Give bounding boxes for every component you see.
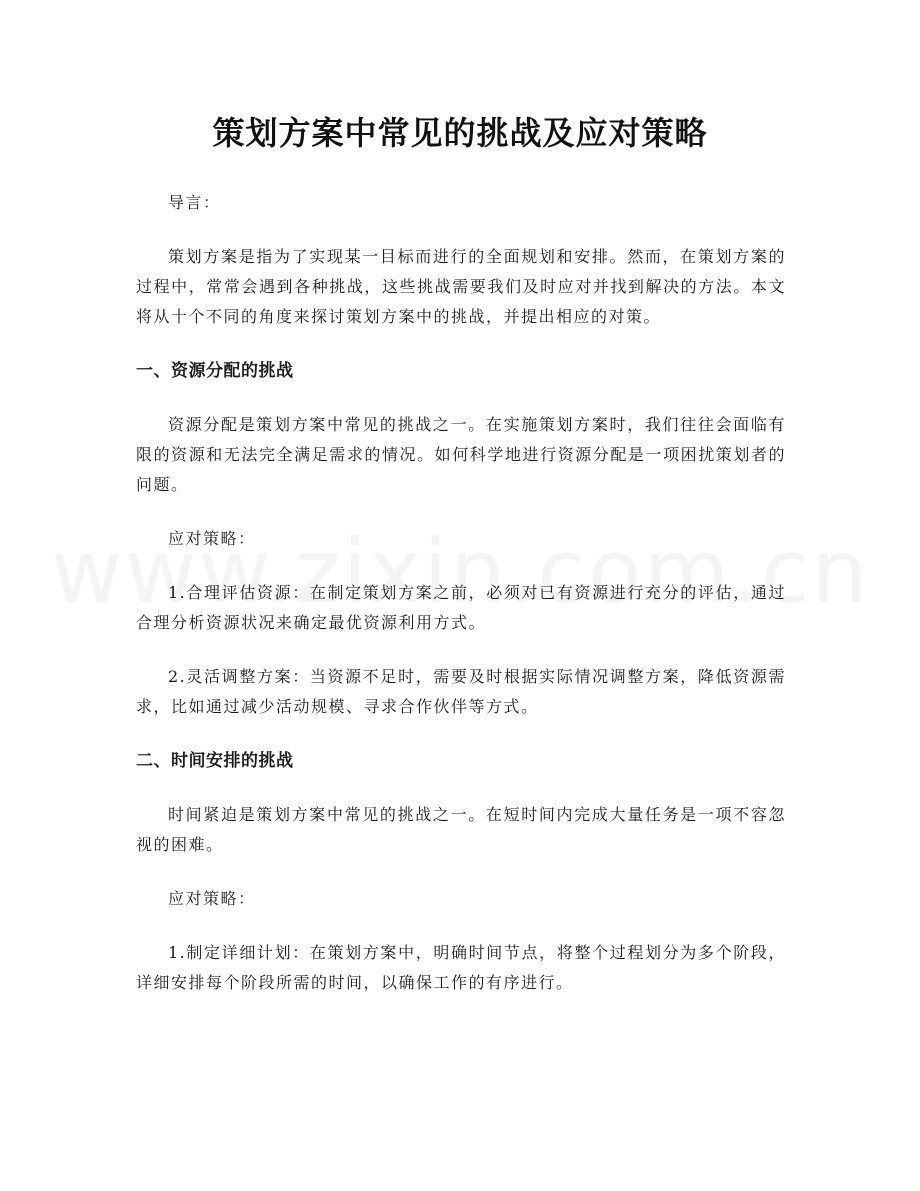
document-title: 策划方案中常见的挑战及应对策略 <box>212 114 708 152</box>
section-heading-time: 二、时间安排的挑战 <box>136 751 294 771</box>
intro-label: 导言： <box>168 193 221 212</box>
resource-paragraph: 资源分配是策划方案中常见的挑战之一。在实施策划方案时，我们往往会面临有限的资源和无法完全满足需求的情况。如何科学地进行资源分配是一项困扰策划者的问题。 <box>136 415 786 494</box>
document-body <box>136 188 786 1022</box>
strategy-item: 1.合理评估资源：在制定策划方案之前，必须对已有资源进行充分的评估，通过合理分析资源状况来确定最优资源利用方式。 <box>136 583 786 632</box>
strategy-item: 1.制定详细计划：在策划方案中，明确时间节点，将整个过程划分为多个阶段，详细安排每个阶段所需的时间，以确保工作的有序进行。 <box>136 943 786 992</box>
section-heading-resource: 一、资源分配的挑战 <box>136 361 294 381</box>
strategy-label: 应对策略： <box>168 889 256 908</box>
time-paragraph: 时间紧迫是策划方案中常见的挑战之一。在短时间内完成大量任务是一项不容忽视的困难。 <box>136 805 786 854</box>
strategy-label: 应对策略： <box>168 529 256 548</box>
strategy-item: 2.灵活调整方案：当资源不足时，需要及时根据实际情况调整方案，降低资源需求，比如通过减少活动规模、寻求合作伙伴等方式。 <box>136 667 786 716</box>
intro-paragraph: 策划方案是指为了实现某一目标而进行的全面规划和安排。然而，在策划方案的过程中，常常会遇到各种挑战，这些挑战需要我们及时应对并找到解决的方法。本文将从十个不同的角度来探讨策划方案中的挑战，并提出相应的对策。 <box>136 247 786 326</box>
